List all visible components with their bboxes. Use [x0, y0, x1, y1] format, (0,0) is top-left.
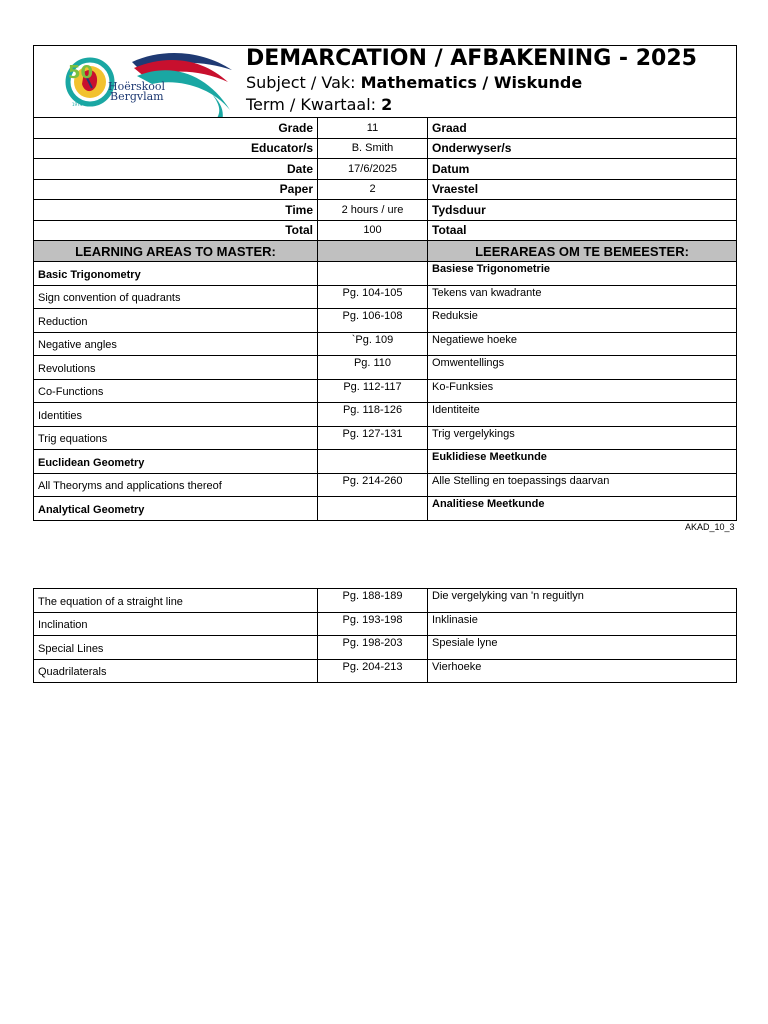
logo-text-line2: Bergvlam: [110, 90, 164, 103]
page-range: Pg. 118-126: [318, 403, 428, 427]
demarcation-table-continued: [33, 588, 737, 683]
info-label-af: Vraestel: [428, 179, 737, 200]
logo-number: 50: [68, 62, 94, 83]
topic-af: Vierhoeke: [428, 659, 737, 683]
topic-en: Reduction: [34, 309, 318, 333]
topic-en: All Theoryms and applications thereof: [34, 473, 318, 497]
info-value: 17/6/2025: [318, 159, 428, 180]
topic-af: Tekens van kwadrante: [428, 285, 737, 309]
info-label: Paper: [34, 179, 318, 200]
subject-line: [246, 72, 697, 94]
topic-row: [34, 659, 737, 683]
page-range: Pg. 104-105: [318, 285, 428, 309]
topic-af: Identiteite: [428, 403, 737, 427]
topic-en: Revolutions: [34, 356, 318, 380]
section-header-blank: [318, 241, 428, 262]
info-label: Grade: [34, 118, 318, 139]
info-row: [34, 159, 737, 180]
section-header-row: [34, 241, 737, 262]
page-range: Pg. 198-203: [318, 636, 428, 660]
topic-af: Alle Stelling en toepassings daarvan: [428, 473, 737, 497]
info-row: [34, 118, 737, 139]
page-range: `Pg. 109: [318, 332, 428, 356]
topic-af: Euklidiese Meetkunde: [428, 450, 737, 474]
info-label-af: Onderwyser/s: [428, 138, 737, 159]
page-range: Pg. 112-117: [318, 379, 428, 403]
topic-en: Inclination: [34, 612, 318, 636]
page-range: [318, 450, 428, 474]
page-reference: AKAD_10_3: [685, 522, 735, 532]
section-header-en: LEARNING AREAS TO MASTER:: [34, 241, 318, 262]
topic-row: [34, 309, 737, 333]
logo-text-line1: Hoërskool: [108, 80, 166, 93]
demarcation-table: [33, 45, 737, 521]
topic-row: [34, 589, 737, 613]
term-prefix: Term / Kwartaal:: [246, 95, 382, 114]
document-header: [34, 46, 737, 118]
logo-ring-text: 1974 - 2024: [72, 102, 97, 107]
topic-heading-row: [34, 450, 737, 474]
page-range: [318, 262, 428, 286]
term-line: [246, 94, 697, 116]
info-row: [34, 179, 737, 200]
info-row: [34, 220, 737, 241]
info-label: Time: [34, 200, 318, 221]
section-header-af: LEERAREAS OM TE BEMEESTER:: [428, 241, 737, 262]
page-range: Pg. 188-189: [318, 589, 428, 613]
topic-af: Spesiale lyne: [428, 636, 737, 660]
topic-heading-row: [34, 262, 737, 286]
topic-row: [34, 332, 737, 356]
topic-en: Special Lines: [34, 636, 318, 660]
info-row: [34, 200, 737, 221]
topic-en: Trig equations: [34, 426, 318, 450]
page-range: Pg. 193-198: [318, 612, 428, 636]
document-title: DEMARCATION / AFBAKENING - 2025: [246, 46, 697, 71]
page-range: [318, 497, 428, 521]
topic-row: [34, 285, 737, 309]
topic-en: Analytical Geometry: [34, 497, 318, 521]
info-label-af: Datum: [428, 159, 737, 180]
topic-row: [34, 403, 737, 427]
topic-heading-row: [34, 497, 737, 521]
info-label: Educator/s: [34, 138, 318, 159]
topic-en: Sign convention of quadrants: [34, 285, 318, 309]
topic-row: [34, 426, 737, 450]
info-value: 2: [318, 179, 428, 200]
topic-row: [34, 612, 737, 636]
info-label: Date: [34, 159, 318, 180]
info-value: B. Smith: [318, 138, 428, 159]
info-label-af: Graad: [428, 118, 737, 139]
topic-en: Co-Functions: [34, 379, 318, 403]
info-value: 100: [318, 220, 428, 241]
info-label-af: Totaal: [428, 220, 737, 241]
topic-row: [34, 636, 737, 660]
title-block: [246, 46, 697, 116]
info-value: 11: [318, 118, 428, 139]
topic-af: Analitiese Meetkunde: [428, 497, 737, 521]
topic-af: Ko-Funksies: [428, 379, 737, 403]
term-value: 2: [381, 95, 393, 114]
page-range: Pg. 127-131: [318, 426, 428, 450]
subject-value: Mathematics / Wiskunde: [360, 73, 583, 92]
topic-row: [34, 473, 737, 497]
topic-af: Trig vergelykings: [428, 426, 737, 450]
subject-prefix: Subject / Vak:: [246, 73, 361, 92]
topic-en: Basic Trigonometry: [34, 262, 318, 286]
topic-row: [34, 379, 737, 403]
topic-af: Omwentellings: [428, 356, 737, 380]
topic-af: Die vergelyking van 'n reguitlyn: [428, 589, 737, 613]
info-row: [34, 138, 737, 159]
topic-en: Negative angles: [34, 332, 318, 356]
topic-en: Identities: [34, 403, 318, 427]
page-range: Pg. 106-108: [318, 309, 428, 333]
page-range: Pg. 110: [318, 356, 428, 380]
topic-af: Reduksie: [428, 309, 737, 333]
info-label: Total: [34, 220, 318, 241]
topic-en: Euclidean Geometry: [34, 450, 318, 474]
topic-row: [34, 356, 737, 380]
topic-af: Inklinasie: [428, 612, 737, 636]
topic-en: Quadrilaterals: [34, 659, 318, 683]
info-value: 2 hours / ure: [318, 200, 428, 221]
info-label-af: Tydsduur: [428, 200, 737, 221]
page-range: Pg. 214-260: [318, 473, 428, 497]
school-logo: [62, 48, 242, 118]
topic-af: Basiese Trigonometrie: [428, 262, 737, 286]
topic-en: The equation of a straight line: [34, 589, 318, 613]
topic-af: Negatiewe hoeke: [428, 332, 737, 356]
page-range: Pg. 204-213: [318, 659, 428, 683]
